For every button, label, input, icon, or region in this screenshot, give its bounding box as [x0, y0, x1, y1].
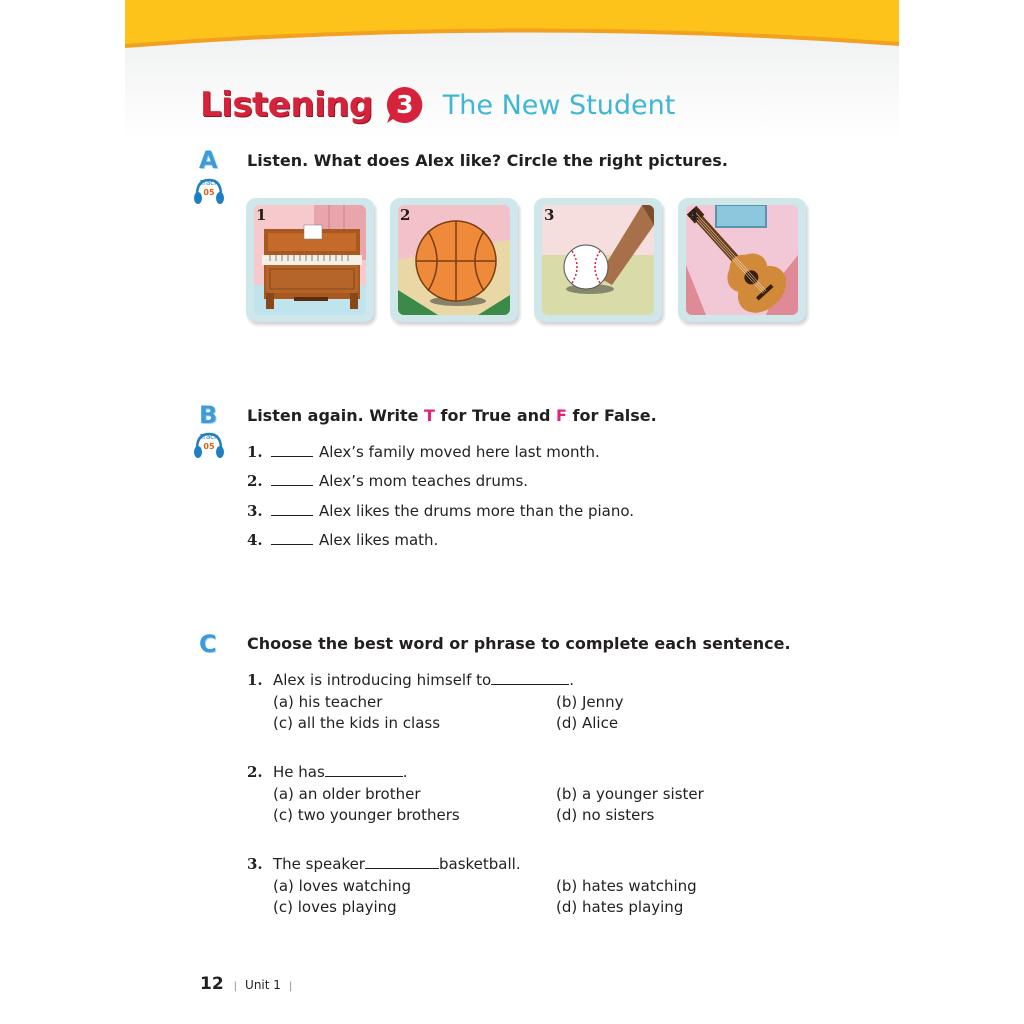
item-number: 4. [247, 531, 263, 549]
section-b-letter: B [199, 401, 218, 429]
section-a-letter: A [199, 146, 218, 174]
instruction-part: Listen again. Write [247, 406, 425, 425]
question-text: He has [273, 763, 325, 781]
basketball-icon [398, 205, 510, 315]
tf-item-1 [247, 443, 600, 461]
tf-item-3 [247, 502, 634, 520]
item-number: 3. [247, 502, 263, 520]
item-number: 1. [247, 443, 263, 461]
item-number: 2. [247, 472, 263, 490]
question-1 [247, 671, 807, 732]
question-text-end: . [402, 763, 408, 781]
unit-label: Unit 1 [245, 978, 281, 992]
question-text-end: basketball. [438, 855, 521, 873]
picture-option-3[interactable] [534, 198, 662, 322]
workbook-page [125, 0, 899, 1024]
answer-blank[interactable] [491, 672, 569, 685]
item-text: Alex likes math. [319, 531, 439, 549]
instruction-part: for False. [566, 406, 657, 425]
option-c[interactable]: (c) all the kids in class [273, 714, 441, 732]
answer-blank[interactable] [365, 856, 439, 869]
tf-item-2 [247, 472, 528, 490]
section-b-instruction [247, 406, 657, 425]
option-d[interactable]: (d) Alice [556, 714, 619, 732]
option-c[interactable]: (c) loves playing [273, 898, 397, 916]
title-word: Listening [200, 85, 373, 125]
option-a[interactable]: (a) an older brother [273, 785, 421, 803]
picture-number: 4 [688, 206, 699, 224]
answer-blank[interactable] [271, 473, 313, 486]
section-c-instruction: Choose the best word or phrase to complete each sentence. [247, 634, 791, 653]
page-number: 12 [200, 974, 224, 994]
section-c-letter: C [199, 630, 217, 658]
track-number: 05 [203, 188, 215, 197]
false-letter: F [556, 406, 567, 425]
answer-blank[interactable] [271, 532, 313, 545]
question-number: 1. [247, 671, 263, 689]
option-b[interactable]: (b) Jenny [556, 693, 624, 711]
option-a[interactable]: (a) his teacher [273, 693, 383, 711]
option-b[interactable]: (b) a younger sister [556, 785, 704, 803]
picture-number: 3 [544, 206, 555, 224]
item-text: Alex’s family moved here last month. [319, 443, 600, 461]
baseball-icon [542, 205, 654, 315]
track-number: 05 [203, 442, 215, 451]
question-text: The speaker [273, 855, 365, 873]
footer-separator: | [288, 981, 293, 992]
section-a-instruction: Listen. What does Alex like? Circle the right pictures. [247, 151, 728, 170]
picture-option-4[interactable] [678, 198, 806, 322]
question-3 [247, 855, 807, 916]
footer-separator: | [233, 981, 238, 992]
instruction-part: for True and [434, 406, 557, 425]
track-badge-a[interactable] [192, 177, 226, 207]
track-badge-b[interactable] [192, 431, 226, 461]
answer-blank[interactable] [325, 764, 403, 777]
title-subtitle: The New Student [442, 89, 676, 121]
option-d[interactable]: (d) no sisters [556, 806, 655, 824]
page-footer [200, 974, 292, 994]
picture-option-2[interactable] [390, 198, 518, 322]
picture-number: 1 [256, 206, 267, 224]
tf-item-4 [247, 531, 438, 549]
answer-blank[interactable] [271, 444, 313, 457]
option-c[interactable]: (c) two younger brothers [273, 806, 460, 824]
track-label: Track [199, 433, 219, 441]
answer-blank[interactable] [271, 503, 313, 516]
picture-option-1[interactable] [246, 198, 374, 322]
true-letter: T [424, 406, 435, 425]
option-d[interactable]: (d) hates playing [556, 898, 684, 916]
track-label: Track [199, 179, 219, 187]
question-text: Alex is introducing himself to [273, 671, 492, 689]
title-number: 3 [396, 90, 414, 119]
picture-number: 2 [400, 206, 411, 224]
question-number: 2. [247, 763, 263, 781]
page-title [200, 80, 675, 130]
question-text-end: . [569, 671, 574, 689]
title-number-badge [385, 85, 425, 125]
item-text: Alex’s mom teaches drums. [319, 472, 529, 490]
question-number: 3. [247, 855, 263, 873]
piano-icon [254, 205, 366, 315]
guitar-icon [686, 205, 798, 315]
option-a[interactable]: (a) loves watching [273, 877, 411, 895]
option-b[interactable]: (b) hates watching [556, 877, 697, 895]
question-2 [247, 763, 807, 824]
item-text: Alex likes the drums more than the piano. [319, 502, 635, 520]
